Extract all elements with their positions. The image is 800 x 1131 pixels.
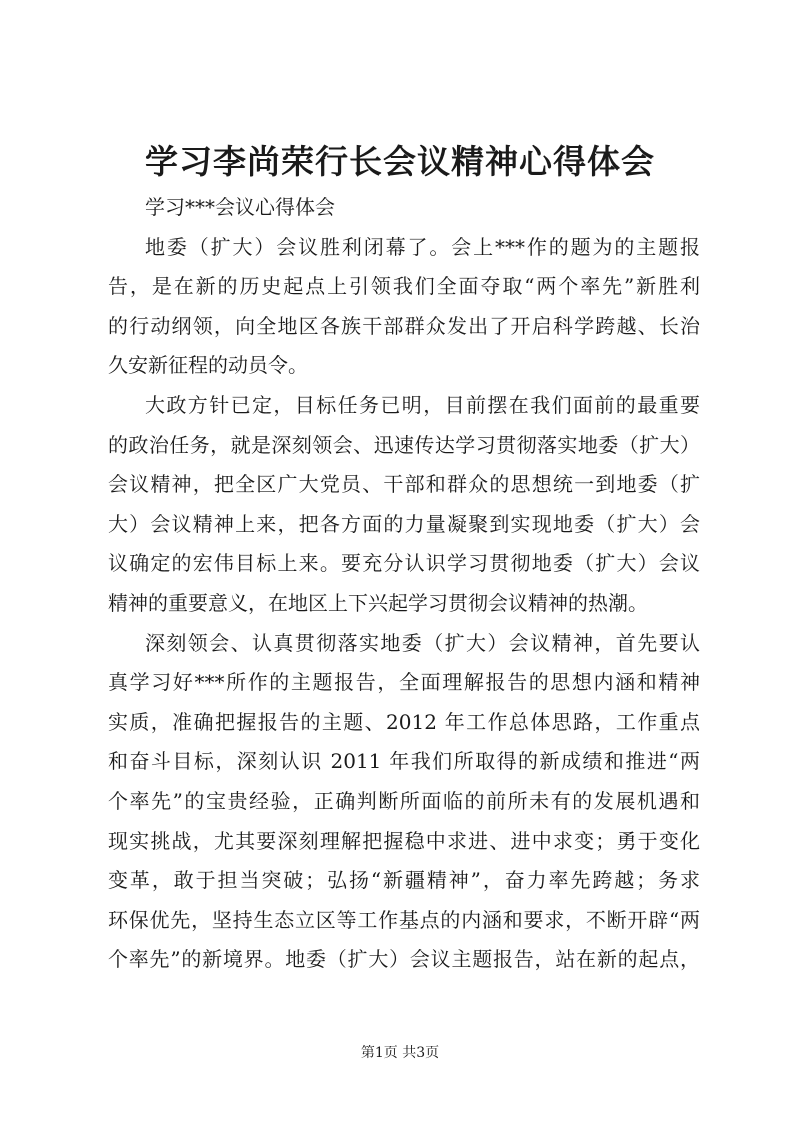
paragraph-line: 个率先”的宝贵经验，正确判断所面临的前所未有的发展机遇和 [108, 788, 700, 813]
paragraph-line: 久安新征程的动员令。 [108, 353, 308, 378]
paragraph-line: 和奋斗目标，深刻认识 2011 年我们所取得的新成绩和推进“两 [108, 749, 700, 774]
paragraph-line: 实质，准确把握报告的主题、2012 年工作总体思路，工作重点 [108, 709, 700, 734]
paragraph-line: 变革，敢于担当突破；弘扬“新疆精神”，奋力率先跨越；务求 [108, 868, 700, 893]
paragraph-line: 深刻领会、认真贯彻落实地委（扩大）会议精神，首先要认 [145, 630, 700, 655]
paragraph-line: 地委（扩大）会议胜利闭幕了。会上***作的题为的主题报 [145, 234, 700, 259]
paragraph-line: 会议精神，把全区广大党员、干部和群众的思想统一到地委（扩 [108, 472, 700, 497]
page-footer: 第1页 共3页 [360, 1045, 440, 1061]
paragraph-line: 现实挑战，尤其要深刻理解把握稳中求进、进中求变；勇于变化 [108, 828, 700, 853]
paragraph-line: 个率先”的新境界。地委（扩大）会议主题报告，站在新的起点， [108, 947, 700, 972]
paragraph-line: 大）会议精神上来，把各方面的力量凝聚到实现地委（扩大）会 [108, 511, 700, 536]
paragraph-line: 的行动纲领，向全地区各族干部群众发出了开启科学跨越、长治 [108, 313, 700, 338]
paragraph-line: 议确定的宏伟目标上来。要充分认识学习贯彻地委（扩大）会议 [108, 551, 700, 576]
paragraph-line: 大政方针已定，目标任务已明，目前摆在我们面前的最重要 [145, 392, 700, 417]
paragraph-line: 的政治任务，就是深刻领会、迅速传达学习贯彻落实地委（扩大） [108, 432, 700, 457]
document-title: 学习李尚荣行长会议精神心得体会 [145, 142, 655, 181]
paragraph-line: 环保优先，坚持生态立区等工作基点的内涵和要求，不断开辟“两 [108, 907, 700, 932]
paragraph-line: 真学习好***所作的主题报告，全面理解报告的思想内涵和精神 [108, 670, 700, 695]
subtitle: 学习***会议心得体会 [145, 195, 335, 219]
paragraph-line: 告，是在新的历史起点上引领我们全面夺取“两个率先”新胜利 [108, 274, 700, 299]
paragraph-line: 精神的重要意义，在地区上下兴起学习贯彻会议精神的热潮。 [108, 590, 648, 615]
document-body [108, 188, 700, 980]
